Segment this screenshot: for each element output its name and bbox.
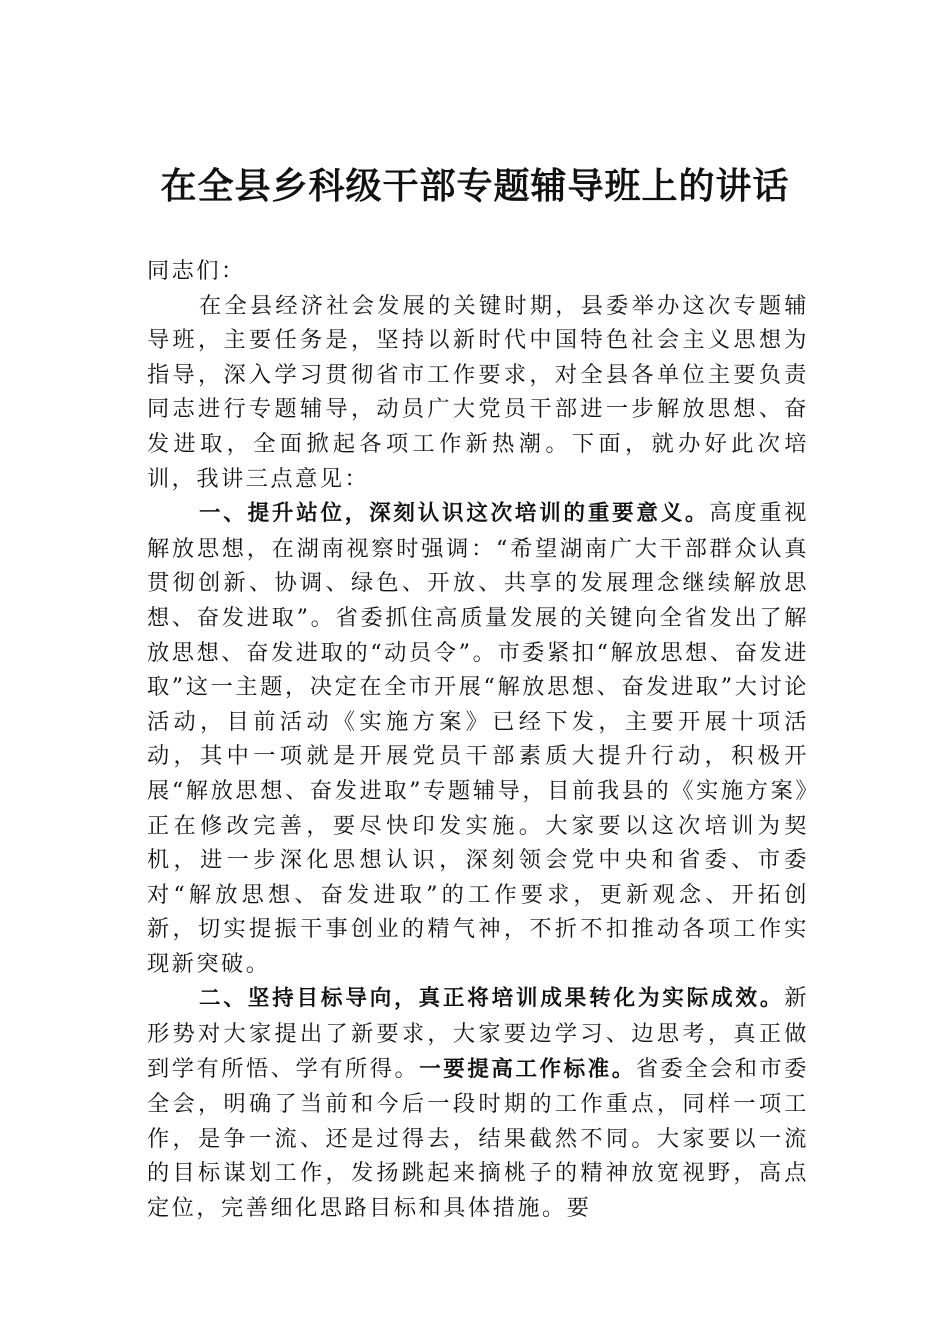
section-2-paragraph — [147, 981, 809, 1225]
section-1-text: 高度重视解放思想，在湖南视察时强调：“希望湖南广大干部群众认真贯彻创新、协调、绿色、开放、共享的发展理念继续解放思想、奋发进取”。省委抓住高质量发展的关键向全省发出了解放思想、奋发进取的“动员令”。市委紧扣“解放思想、奋发进取”这一主题，决定在全市开展“解放思想、奋发进取”大讨论活动，目前活动《实施方案》已经下发，主要开展十项活动，其中一项就是开展党员干部素质大提升行动，积极开展“解放思想、奋发进取”专题辅导，目前我县的《实施方案》正在修改完善，要尽快印发实施。大家要以这次培训为契机，进一步深化思想认识，深刻领会党中央和省委、市委对“解放思想、奋发进取”的工作要求，更新观念、开拓创新，切实提振干事创业的精气神，不折不扣推动各项工作实现新突破。 — [147, 500, 809, 977]
section-2-text-continued: 省委全会和市委全会，明确了当前和今后一段时期的工作重点，同样一项工作，是争一流、还是过得去，结果截然不同。大家要以一流的目标谋划工作，发扬跳起来摘桃子的精神放宽视野，高点定位，完善细化思路目标和具体措施。要 — [147, 1055, 809, 1222]
section-2-subheading: 一要提高工作标准。 — [419, 1056, 636, 1082]
section-1-paragraph — [147, 496, 809, 981]
section-2-text: 新形势对大家提出了新要求，大家要边学习、边思考，真正做到学有所悟、学有所得。 — [147, 985, 809, 1082]
section-1-heading: 一、提升站位，深刻认识这次培训的重要意义。 — [199, 501, 710, 527]
document-title: 在全县乡科级干部专题辅导班上的讲话 — [160, 165, 790, 207]
intro-paragraph: 在全县经济社会发展的关键时期，县委举办这次专题辅导班，主要任务是，坚持以新时代中国特色社会主义思想为指导，深入学习贯彻省市工作要求，对全县各单位主要负责同志进行专题辅导，动员广大党员干部进一步解放思想、奋发进取，全面掀起各项工作新热潮。下面，就办好此次培训，我讲三点意见： — [147, 292, 809, 492]
salutation: 同志们： — [147, 258, 246, 284]
document-body — [147, 254, 809, 1226]
section-2-heading: 二、坚持目标导向，真正将培训成果转化为实际成效。 — [199, 986, 785, 1012]
